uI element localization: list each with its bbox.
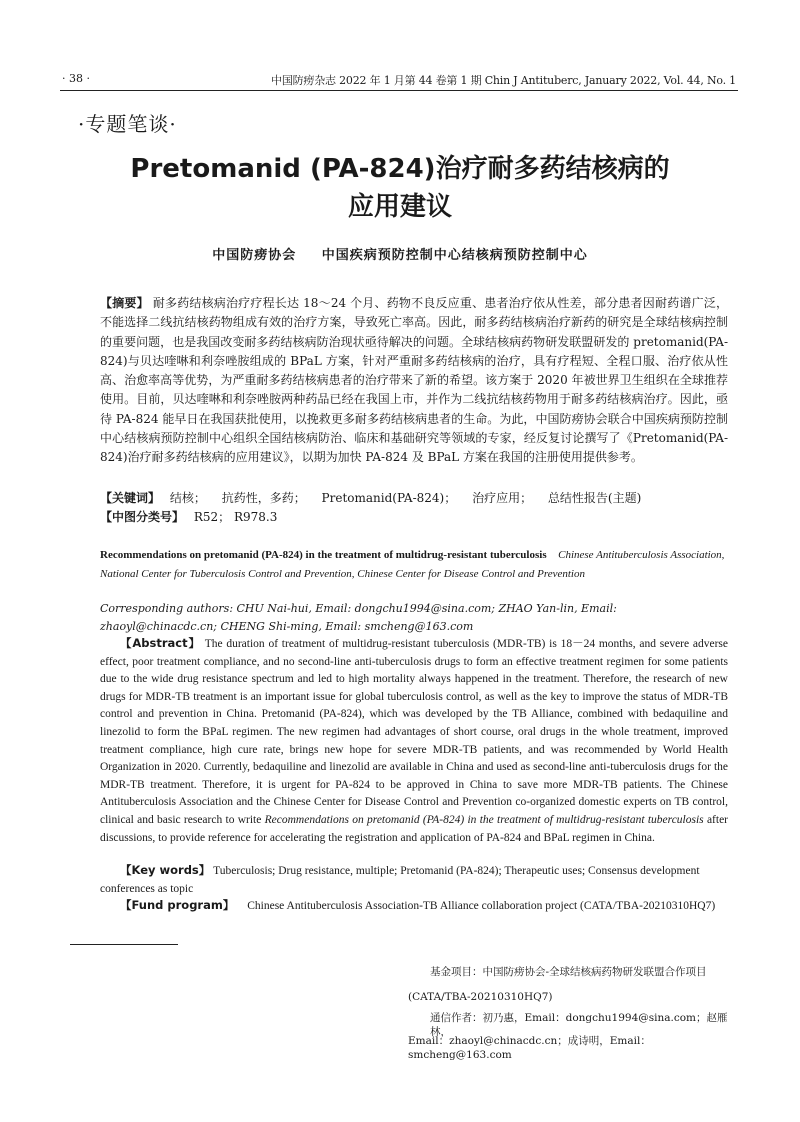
english-abstract-label: 【Abstract】 — [120, 636, 201, 650]
english-abstract-text-2: after discussions, to provide reference for accelerating the registration and application of PA-824 and BPaL regimen in China. — [100, 813, 729, 844]
keyword-item: 治疗应用； — [472, 491, 533, 505]
footnote-rule — [70, 944, 178, 945]
footnote-corr-1: 通信作者：初乃惠，Email：dongchu1994@sina.com；赵雁林， — [430, 1012, 728, 1038]
author-org-2: 中国疾病预防控制中心结核病预防控制中心 — [321, 248, 588, 263]
classification-label: 【中图分类号】 — [100, 510, 185, 524]
keyword-item: 结核； — [169, 491, 206, 505]
corresponding-authors: Corresponding authors: CHU Nai-hui, Email: dongchu1994@sina.com; ZHAO Yan-lin, Email: zhaoyl@chinacdc.cn; CHENG Shi-ming, Email: smcheng@163.com — [100, 602, 617, 633]
author-org-1: 中国防痨协会 — [212, 248, 297, 263]
english-authors: Chinese Antituberculosis Association, National Center for Tuberculosis Control and Prevention, Chinese Center for Disease Control and Prevention — [100, 549, 725, 580]
title-line-2: 应用建议 — [347, 192, 452, 222]
chinese-abstract — [100, 294, 728, 468]
abstract-text: 耐多药结核病治疗疗程长达 18～24 个月、药物不良反应重、患者治疗依从性差，部分患者因耐药谱广泛，不能选择二线抗结核药物组成有效的治疗方案，导致死亡率高。因此，耐多药结核病治疗新药的研究是全球结核病控制的重要问题，也是我国改变耐多药结核病防治现状亟待解决的问题。全球结核病药物研发联盟研发的 pretomanid(PA-824)与贝达喹啉和利奈唑胺组成的 BPaL 方案，针对严重耐多药结核病的治疗，具有疗程短、全程口服、治疗依从性高、治愈率高等优势，为严重耐多药结核病患者的治疗带来了新的希望。该方案于 2020 年被世界卫生组织在全球推荐使用。目前，贝达喹啉和利奈唑胺两种药品已经在我国上市，并作为二线抗结核药物用于耐多药结核病治疗。因此，亟待 PA-824 能早日在我国获批使用，以挽救更多耐多药结核病患者的生命。为此，中国防痨协会联合中国疾病预防控制中心结核病预防控制中心组织全国结核病防治、临床和基础研究等领域的专家，经反复讨论撰写了《Pretomanid(PA-824)治疗耐多药结核病的应用建议》，以期为加快 PA-824 及 BPaL 方案在我国的注册使用提供参考。 — [100, 296, 728, 465]
column-label: ·专题笔谈· — [78, 112, 177, 136]
authors — [60, 244, 740, 263]
keyword-item: 抗药性，多药； — [221, 491, 306, 505]
english-keywords — [100, 862, 728, 898]
english-abstract-italic: Recommendations on pretomanid (PA-824) in the treatment of multidrug-resistant tuberculosis — [264, 813, 704, 826]
keywords-label: 【关键词】 — [100, 491, 161, 505]
footnote-fund-1: 基金项目：中国防痨协会-全球结核病药物研发联盟合作项目 — [430, 966, 707, 978]
title-line-1: Pretomanid (PA-824)治疗耐多药结核病的 — [130, 154, 670, 184]
page-number: · 38 · — [62, 72, 90, 85]
keyword-item: 总结性报告(主题) — [547, 491, 642, 505]
chinese-classification — [100, 508, 728, 527]
journal-header: 中国防痨杂志 2022 年 1 月第 44 卷第 1 期 Chin J Antituberc, January 2022, Vol. 44, No. 1 — [271, 74, 736, 87]
english-abstract-text-1: The duration of treatment of multidrug-resistant tuberculosis (MDR-TB) is 18－24 months, and severe adverse effect, poor treatment compliance, and no second-line anti-tuberculosis drugs to form an effective treatment regimen for some patients due to the wide drug resistance spectrum and led to high mortality always happened in the treatment. Therefore, the research of new drugs for MDR-TB treatment is an important issue for global tuberculosis control, as well as the key to improve the status of MDR-TB control and prevention in China. Pretomanid (PA-824), which was developed by the TB Alliance, combined with bedaquiline and linezolid to form the BPaL regimen. The new regimen had advantages of short course, oral drugs in the whole treatment, improved treatment compliance, high cure rate, brings new hope for severe MDR-TB patients, and was recommended by World Health Organization in 2020. Currently, bedaquiline and linezolid are available in China and used as second-line anti-tuberculosis drugs for the MDR-TB treatment. Therefore, it is urgent for PA-824 to be approved in China to save more MDR-TB patients. The Chinese Antituberculosis Association and the Chinese Center for Disease Control and Prevention co-organized domestic experts on TB control, clinical and basic research to write — [100, 638, 728, 826]
english-abstract — [100, 635, 728, 847]
footnote-fund-2: (CATA/TBA-20210310HQ7) — [408, 991, 553, 1003]
classification-text: R52； R978.3 — [193, 510, 278, 524]
fund-text: Chinese Antituberculosis Association-TB Alliance collaboration project (CATA/TBA-20210310HQ7) — [247, 900, 716, 912]
chinese-keywords — [100, 489, 728, 508]
header-rule — [60, 90, 738, 91]
keyword-item: Pretomanid(PA-824)； — [321, 491, 457, 505]
footnote-corr-2: Email：zhaoyl@chinacdc.cn；成诗明，Email：smcheng@163.com — [408, 1035, 651, 1061]
english-fund — [100, 897, 728, 916]
english-keywords-text: Tuberculosis; Drug resistance, multiple; Pretomanid (PA-824); Therapeutic uses; Consensus development conferences as topic — [100, 865, 700, 895]
english-keywords-label: 【Key words】 — [120, 863, 211, 877]
article-title — [70, 150, 730, 226]
english-title-text: Recommendations on pretomanid (PA-824) in the treatment of multidrug-resistant tuberculosis — [100, 549, 547, 561]
abstract-label: 【摘要】 — [100, 296, 149, 310]
fund-label: 【Fund program】 — [120, 898, 235, 912]
english-title — [100, 546, 728, 583]
